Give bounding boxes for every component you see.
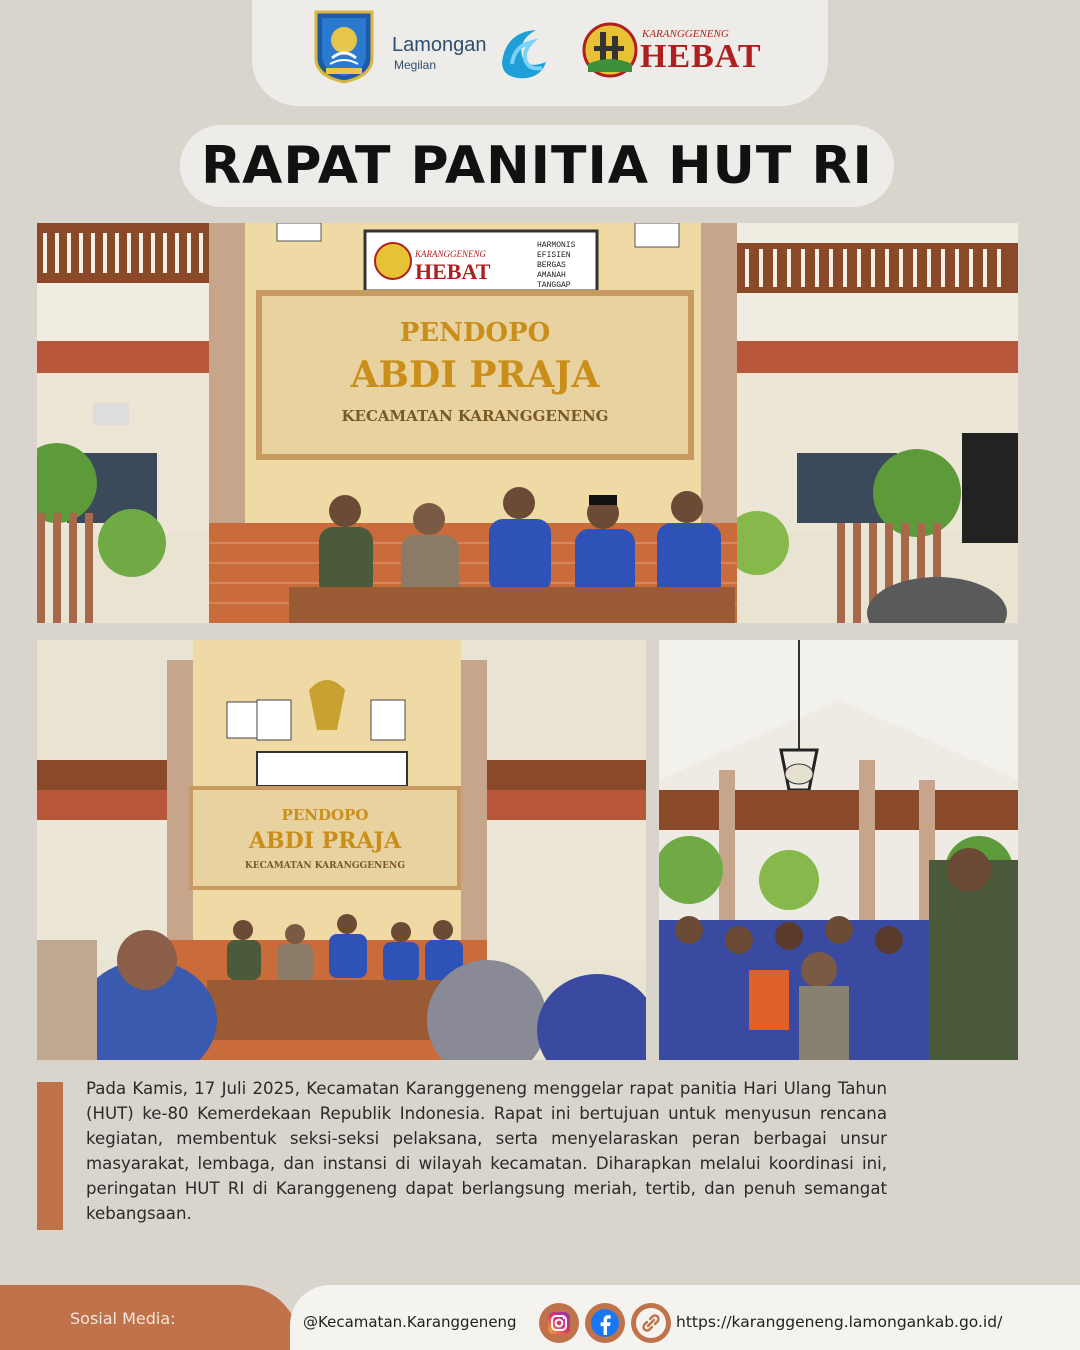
wave-icon (496, 22, 552, 82)
page-title: RAPAT PANITIA HUT RI (201, 136, 873, 196)
lamongan-emblem-logo (312, 8, 376, 84)
board-value-5: TANGGAP (537, 281, 571, 290)
lamongan-logo-title: Lamongan (392, 34, 487, 56)
lamongan-logo-subtitle: Megilan (394, 58, 437, 72)
sign-line-3: KECAMATAN KARANGGENENG (341, 407, 609, 425)
board-big-text: HEBAT (415, 259, 491, 284)
link-icon[interactable] (630, 1302, 672, 1344)
title-banner (180, 125, 894, 207)
sign-line-2: ABDI PRAJA (350, 354, 600, 396)
lamongan-megilan-logo (392, 22, 552, 82)
meeting-photo-audience (659, 640, 1018, 1060)
board-small-text: KARANGGENENG (415, 249, 486, 259)
website-link[interactable]: https://karanggeneng.lamongankab.go.id/ (676, 1313, 1003, 1331)
social-handle[interactable]: @Kecamatan.Karanggeneng (303, 1313, 517, 1331)
facebook-icon[interactable] (584, 1302, 626, 1344)
footer-social-label-panel (0, 1285, 300, 1350)
board-value-3: BERGAS (537, 261, 566, 270)
sign2-line-2: ABDI PRAJA (248, 828, 402, 854)
description-paragraph: Pada Kamis, 17 Juli 2025, Kecamatan Karanggeneng menggelar rapat panitia Hari Ulang Tahun (HUT) ke-80 Kemerdekaan Republik Indonesia. Rapat ini bertujuan untuk menyusun rencana kegiatan, membentuk seksi-seksi pelaksana, serta menyelaraskan peran berbagai unsur masyarakat, lembaga, dan instansi di wilayah kecamatan. Diharapkan melalui koordinasi ini, peringatan HUT RI di Karanggeneng dapat berlangsung meriah, tertib, dan penuh semangat kebangsaan. (86, 1079, 887, 1223)
sign2-line-3: KECAMATAN KARANGGENENG (244, 861, 406, 871)
meeting-photo-wide (37, 640, 646, 1060)
social-media-label: Sosial Media: (70, 1309, 176, 1328)
hebat-logo-small-text: KARANGGENENG (642, 28, 729, 40)
board-value-1: HARMONIS (537, 241, 576, 250)
hebat-logo-big-text: HEBAT (640, 38, 762, 75)
text-accent-bar (37, 1082, 63, 1230)
meeting-photo-main (37, 223, 1018, 623)
sign2-line-1: PENDOPO (281, 806, 369, 824)
instagram-icon[interactable] (538, 1302, 580, 1344)
sign-line-1: PENDOPO (399, 318, 551, 348)
karanggeneng-hebat-logo (582, 20, 772, 80)
board-value-4: AMANAH (537, 271, 566, 280)
board-value-2: EFISIEN (537, 251, 571, 260)
